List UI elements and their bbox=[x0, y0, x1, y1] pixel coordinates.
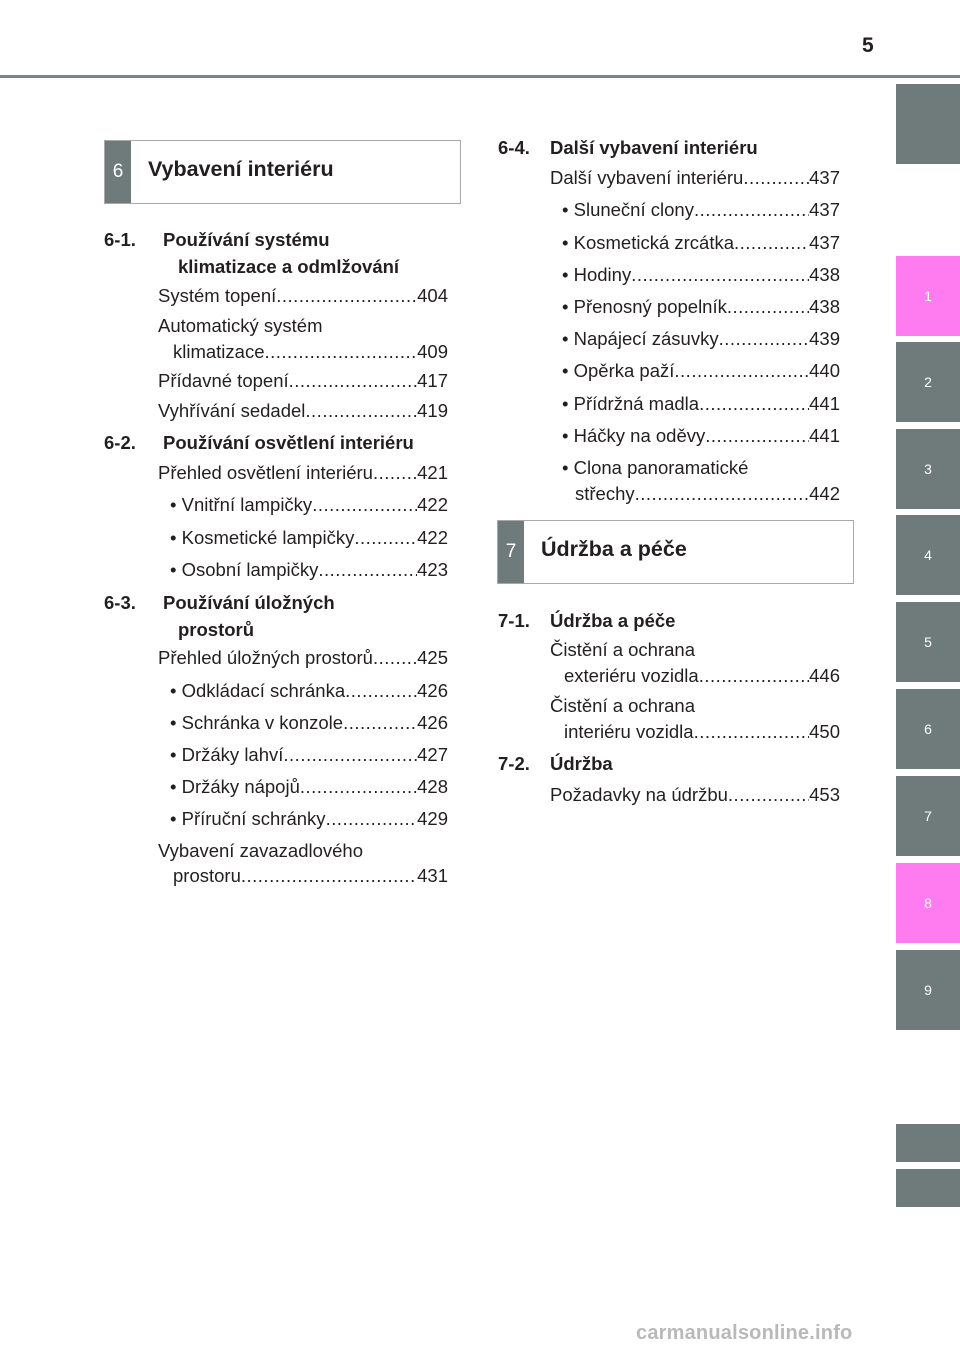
entry-page: 437 bbox=[809, 167, 840, 188]
entry-page: 419 bbox=[417, 400, 448, 421]
entry-label: střechy bbox=[575, 483, 635, 504]
entry-page: 442 bbox=[809, 483, 840, 504]
chapter-tab-4[interactable]: 4 bbox=[896, 515, 960, 595]
toc-entry[interactable] bbox=[562, 357, 840, 384]
entry-label: prostoru bbox=[173, 865, 241, 886]
toc-heading-6-1[interactable] bbox=[104, 226, 454, 280]
entry-page: 437 bbox=[809, 199, 840, 220]
entry-label: • Přídržná madla bbox=[562, 393, 700, 414]
chapter-tab-3[interactable]: 3 bbox=[896, 429, 960, 509]
top-rule bbox=[0, 75, 960, 78]
heading-code: 6-2. bbox=[104, 432, 136, 453]
entry-page: 421 bbox=[417, 462, 448, 483]
heading-code: 7-1. bbox=[498, 610, 530, 631]
page-number: 5 bbox=[862, 34, 874, 57]
watermark: carmanualsonline.info bbox=[636, 1322, 853, 1344]
toc-entry[interactable] bbox=[562, 229, 840, 256]
entry-label: • Napájecí zásuvky bbox=[562, 328, 719, 349]
section-title: Vybavení interiéru bbox=[148, 157, 334, 181]
section-header-7 bbox=[497, 520, 854, 584]
entry-page: 438 bbox=[809, 264, 840, 285]
toc-entry[interactable] bbox=[562, 325, 840, 352]
toc-heading-6-3[interactable] bbox=[104, 589, 454, 643]
chapter-tab-2[interactable]: 2 bbox=[896, 342, 960, 422]
toc-entry[interactable] bbox=[562, 261, 840, 288]
toc-entry[interactable] bbox=[562, 390, 840, 417]
heading-line-1: Používání osvětlení interiéru bbox=[163, 432, 414, 453]
entry-label: • Vnitřní lampičky bbox=[170, 494, 313, 515]
entry-page: 426 bbox=[417, 712, 448, 733]
toc-entry[interactable] bbox=[170, 741, 448, 768]
chapter-tab-index-2[interactable] bbox=[896, 1169, 960, 1207]
entry-page: 425 bbox=[417, 647, 448, 668]
toc-entry-line: Čistění a ochrana bbox=[550, 639, 696, 660]
section-number: 6 bbox=[105, 141, 131, 203]
entry-label: • Háčky na oděvy bbox=[562, 425, 706, 446]
entry-label: • Schránka v konzole bbox=[170, 712, 344, 733]
toc-entry[interactable] bbox=[564, 718, 840, 745]
entry-label: exteriéru vozidla bbox=[564, 665, 699, 686]
toc-heading-7-1[interactable] bbox=[498, 607, 848, 634]
entry-page: 439 bbox=[809, 328, 840, 349]
entry-label: Přehled osvětlení interiéru bbox=[158, 462, 373, 483]
entry-page: 422 bbox=[417, 527, 448, 548]
toc-entry[interactable] bbox=[158, 367, 448, 394]
entry-page: 427 bbox=[417, 744, 448, 765]
chapter-tab-7[interactable]: 7 bbox=[896, 776, 960, 856]
entry-page: 428 bbox=[417, 776, 448, 797]
entry-label: • Odkládací schránka bbox=[170, 680, 346, 701]
entry-page: 441 bbox=[809, 425, 840, 446]
entry-label: • Sluneční clony bbox=[562, 199, 694, 220]
entry-label: interiéru vozidla bbox=[564, 721, 694, 742]
entry-page: 437 bbox=[809, 232, 840, 253]
entry-page: 404 bbox=[417, 285, 448, 306]
entry-page: 426 bbox=[417, 680, 448, 701]
section-title: Údržba a péče bbox=[541, 537, 687, 561]
chapter-tab-5[interactable]: 5 bbox=[896, 602, 960, 682]
entry-page: 438 bbox=[809, 296, 840, 317]
toc-entry-line: Vybavení zavazadlového bbox=[158, 840, 364, 861]
toc-entry[interactable] bbox=[550, 781, 840, 808]
entry-label: Vyhřívání sedadel bbox=[158, 400, 306, 421]
heading-line-1: Údržba a péče bbox=[550, 610, 676, 631]
chapter-tab-6[interactable]: 6 bbox=[896, 689, 960, 769]
chapter-tab-1[interactable]: 1 bbox=[896, 256, 960, 336]
heading-line-2: prostorů bbox=[178, 619, 255, 640]
heading-line-1: Údržba bbox=[550, 753, 613, 774]
toc-entry[interactable] bbox=[158, 644, 448, 671]
toc-entry[interactable] bbox=[562, 422, 840, 449]
toc-entry[interactable] bbox=[158, 282, 448, 309]
heading-code: 6-4. bbox=[498, 137, 530, 158]
entry-label: Systém topení bbox=[158, 285, 277, 306]
toc-entry[interactable] bbox=[562, 196, 840, 223]
toc-heading-6-4[interactable] bbox=[498, 134, 848, 161]
toc-heading-6-2[interactable] bbox=[104, 429, 454, 456]
heading-code: 6-1. bbox=[104, 229, 136, 250]
heading-line-1: Používání úložných bbox=[163, 592, 335, 613]
entry-page: 422 bbox=[417, 494, 448, 515]
entry-label: • Hodiny bbox=[562, 264, 632, 285]
chapter-tab-blank-top[interactable] bbox=[896, 84, 960, 164]
entry-label: Požadavky na údržbu bbox=[550, 784, 728, 805]
toc-entry[interactable] bbox=[562, 293, 840, 320]
entry-page: 453 bbox=[809, 784, 840, 805]
entry-page: 409 bbox=[417, 341, 448, 362]
toc-entry[interactable] bbox=[170, 556, 448, 583]
entry-label: klimatizace bbox=[173, 341, 265, 362]
toc-heading-7-2[interactable] bbox=[498, 750, 848, 777]
chapter-tab-index-1[interactable] bbox=[896, 1124, 960, 1162]
toc-entry[interactable] bbox=[170, 805, 448, 832]
toc-entry[interactable] bbox=[170, 709, 448, 736]
entry-label: • Opěrka paží bbox=[562, 360, 675, 381]
toc-entry[interactable] bbox=[170, 524, 448, 551]
heading-code: 6-3. bbox=[104, 592, 136, 613]
section-number: 7 bbox=[498, 521, 524, 583]
entry-label: • Příruční schránky bbox=[170, 808, 326, 829]
heading-line-2: klimatizace a odmlžování bbox=[178, 256, 400, 277]
toc-entry[interactable] bbox=[564, 662, 840, 689]
toc-entry[interactable] bbox=[158, 397, 448, 424]
toc-entry[interactable] bbox=[575, 480, 840, 507]
toc-entry[interactable] bbox=[170, 677, 448, 704]
toc-entry[interactable] bbox=[550, 164, 840, 191]
entry-label: • Osobní lampičky bbox=[170, 559, 319, 580]
heading-code: 7-2. bbox=[498, 753, 530, 774]
entry-page: 446 bbox=[809, 665, 840, 686]
heading-line-1: Další vybavení interiéru bbox=[550, 137, 758, 158]
entry-page: 441 bbox=[809, 393, 840, 414]
toc-entry-line: Čistění a ochrana bbox=[550, 695, 696, 716]
toc-entry[interactable] bbox=[158, 459, 448, 486]
entry-label: Další vybavení interiéru bbox=[550, 167, 744, 188]
toc-entry[interactable] bbox=[170, 491, 448, 518]
entry-label: • Přenosný popelník bbox=[562, 296, 727, 317]
toc-entry[interactable] bbox=[173, 862, 448, 889]
toc-entry[interactable] bbox=[170, 773, 448, 800]
entry-page: 450 bbox=[809, 721, 840, 742]
toc-entry[interactable] bbox=[173, 338, 448, 365]
toc-entry-line: Automatický systém bbox=[158, 315, 323, 336]
chapter-tab-9[interactable]: 9 bbox=[896, 950, 960, 1030]
entry-page: 440 bbox=[809, 360, 840, 381]
entry-label: • Kosmetická zrcátka bbox=[562, 232, 735, 253]
entry-label: • Kosmetické lampičky bbox=[170, 527, 355, 548]
chapter-tab-8[interactable]: 8 bbox=[896, 863, 960, 943]
toc-entry-line: • Clona panoramatické bbox=[562, 457, 749, 478]
heading-line-1: Používání systému bbox=[163, 229, 330, 250]
entry-label: Přehled úložných prostorů bbox=[158, 647, 373, 668]
entry-page: 431 bbox=[417, 865, 448, 886]
entry-label: • Držáky lahví bbox=[170, 744, 284, 765]
entry-page: 423 bbox=[417, 559, 448, 580]
entry-page: 417 bbox=[417, 370, 448, 391]
section-header-6 bbox=[104, 140, 461, 204]
entry-label: Přídavné topení bbox=[158, 370, 289, 391]
entry-label: • Držáky nápojů bbox=[170, 776, 300, 797]
entry-page: 429 bbox=[417, 808, 448, 829]
